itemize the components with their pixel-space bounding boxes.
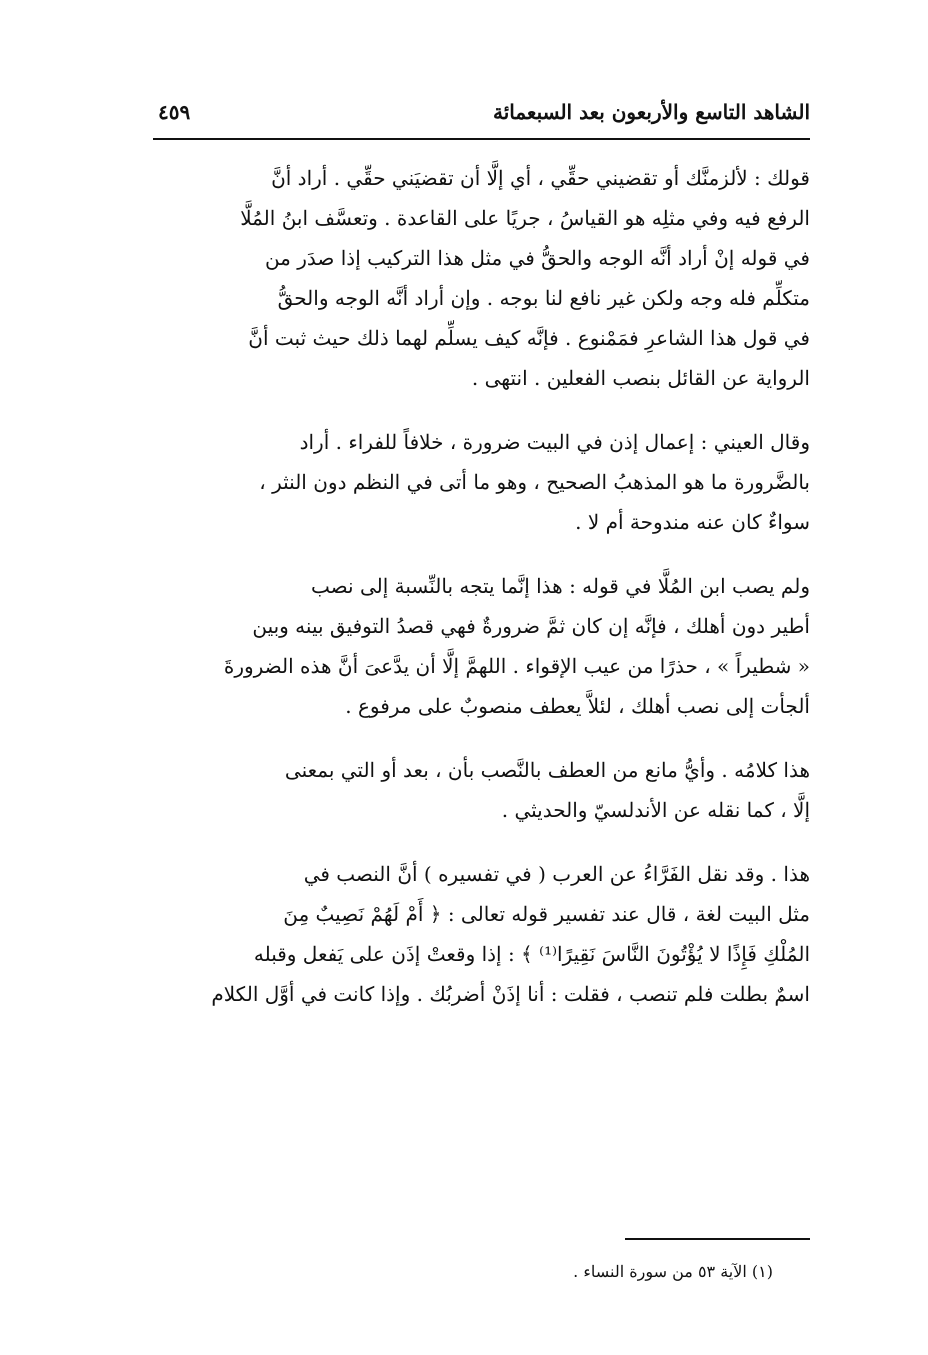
text-line: هذا كلامُه . وأيُّ مانع من العطف بالنَّصب بأن ، بعد أو التي بمعنى xyxy=(284,758,810,782)
running-head xyxy=(118,96,810,136)
text-line: بالضَّرورة ما هو المذهبُ الصحيح ، وهو ما أتى في النظم دون النثر ، xyxy=(259,470,810,494)
text-line: الرواية عن القائل بنصب الفعلين . انتهى . xyxy=(471,366,810,390)
footnote-divider xyxy=(625,1238,810,1240)
text-line: ولم يصب ابن المُلَّا في قوله : هذا إنَّما يتجه بالنِّسبة إلى نصب xyxy=(311,574,810,598)
text-line: إلَّا ، كما نقله عن الأندلسيّ والحديثي . xyxy=(501,798,810,822)
text-line: وقال العيني : إعمال إذن في البيت ضرورة ، خلافاً للفراء . أراد xyxy=(299,430,810,454)
running-title: الشاهد التاسع والأربعون بعد السبعمائة xyxy=(492,100,810,124)
text-line: في قوله إنْ أراد أنَّه الوجه والحقُّ في مثل هذا التركيب إذا صدَر من xyxy=(264,246,810,270)
text-line: في قول هذا الشاعرِ فمَمْنوع . فإنَّه كيف يسلِّم لهما ذلك حيث ثبت أنَّ xyxy=(248,326,810,350)
page-number: ٤٥٩ xyxy=(158,100,191,124)
paragraph xyxy=(155,566,810,726)
text-line: المُلْكِ فَإِذًا لا يُؤْتُونَ النَّاسَ نَقِيرًا⁽¹⁾ ﴾ : إذا وقعتْ إذَن على يَفعل وقبله xyxy=(253,942,810,966)
paragraph xyxy=(155,158,810,398)
header-divider xyxy=(153,138,810,140)
text-line: ألجأت إلى نصب أهلك ، لئلاَّ يعطف منصوبٌ على مرفوع . xyxy=(345,694,810,718)
paragraph xyxy=(155,854,810,1014)
text-line: مثل البيت لغة ، قال عند تفسير قوله تعالى : ﴿ أَمْ لَهُمْ نَصِيبٌ مِنَ xyxy=(283,902,810,926)
paragraph xyxy=(155,422,810,542)
body-text xyxy=(155,158,810,1038)
text-line: أطير دون أهلك ، فإنَّه إن كان ثمَّ ضرورةٌ فهي قصدُ التوفيق بينه وبين xyxy=(252,614,810,638)
text-line: اسمٌ بطلت فلم تنصب ، فقلت : أنا إذَنْ أضربُك . وإذا كانت في أوَّل الكلام xyxy=(211,982,810,1006)
text-line: متكلِّم فله وجه ولكن غير نافع لنا بوجه . وإن أراد أنَّه الوجه والحقُّ xyxy=(277,286,810,310)
text-line: هذا . وقد نقل الفَرَّاءُ عن العرب ( في تفسيره ) أنَّ النصب في xyxy=(303,862,810,886)
paragraph xyxy=(155,750,810,830)
text-line: سواءٌ كان عنه مندوحة أم لا . xyxy=(575,510,810,534)
text-line: الرفع فيه وفي مثلِه هو القياسُ ، جريًا على القاعدة . وتعسَّف ابنُ المُلَّا xyxy=(240,206,810,230)
text-line: قولك : لألزمنَّك أو تقضيني حقِّي ، أي إلَّا أن تقضيَني حقِّي . أراد أنَّ xyxy=(271,166,810,190)
text-line: « شطيراً » ، حذرًا من عيب الإقواء . اللهمَّ إلَّا أن يدَّعىَ أنَّ هذه الضرورةَ xyxy=(223,654,810,678)
footnote: (١) الآية ٥٣ من سورة النساء . xyxy=(573,1262,773,1281)
